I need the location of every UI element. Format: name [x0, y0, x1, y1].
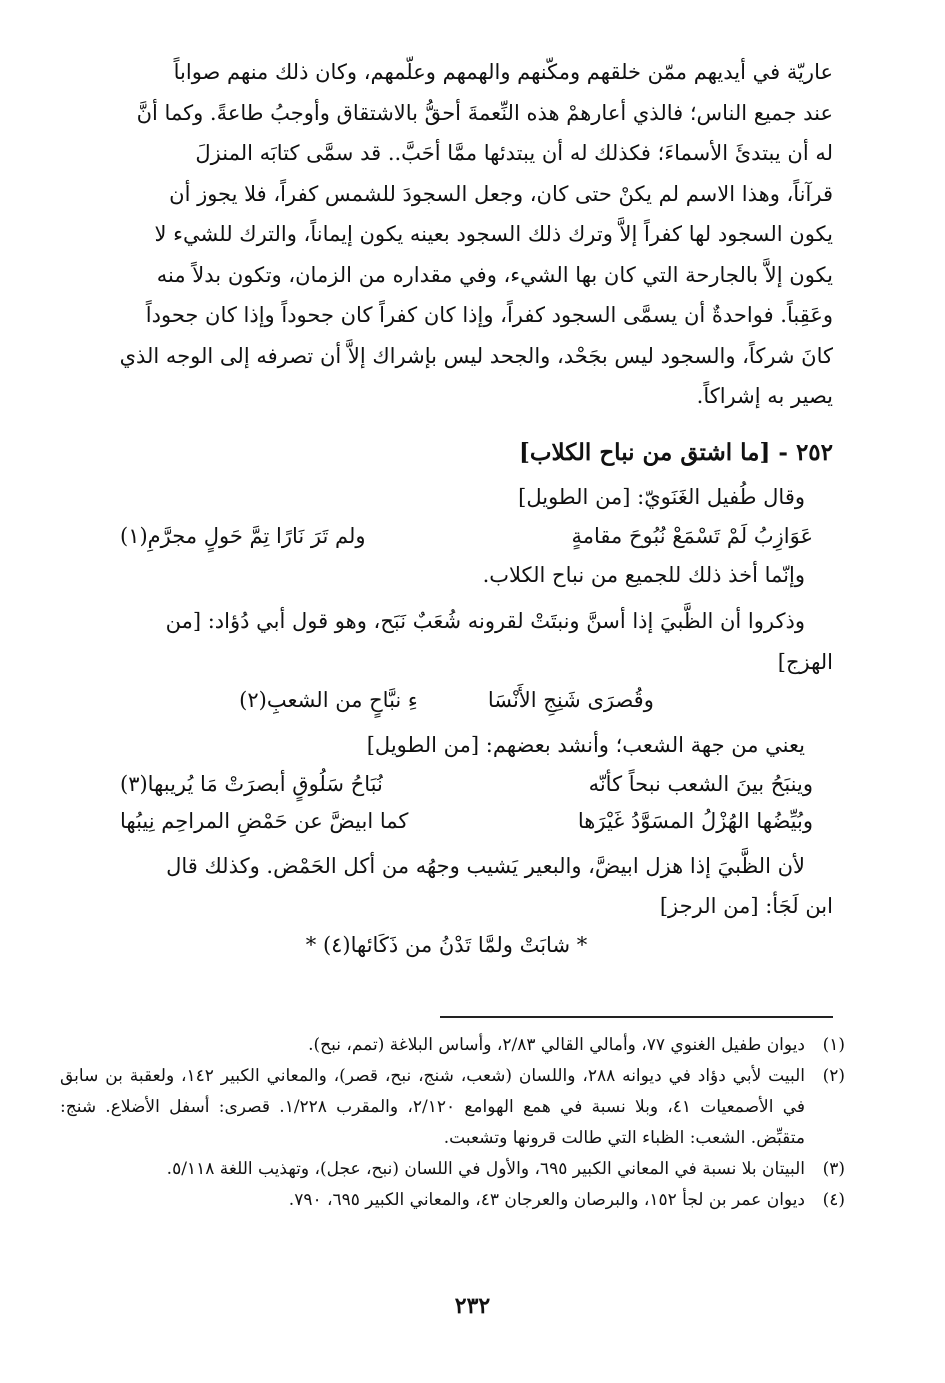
text-line: يصير به إشراكاً.: [696, 384, 833, 408]
hemistich: وقُصرَى شَنِجِ الأَنْسَا: [487, 688, 654, 712]
hemistich: وبُيِّضُها الهُزْلُ المسَوَّدُ غَيْرَها: [577, 808, 813, 833]
text-line: الهزج]: [777, 649, 833, 674]
verse-line: [60, 766, 833, 803]
footnote: [60, 1154, 845, 1185]
footnotes: [60, 1030, 845, 1216]
text-line: يكون إلاَّ بالجارحة التي كان بها الشيء، وفي مقداره من الزمان، وتكون بدلاً منه: [156, 262, 833, 287]
text-line: عاريّة في أيديهم ممّن خلقهم ومكّنهم والهمهم وعلّمهم، وكان ذلك منهم صواباً: [173, 60, 833, 84]
text-line: لأن الظَّبيَ إذا هزل ابيضَّ، والبعير يَشيب وجهُه من أكل الحَمْض. وكذلك قال: [166, 853, 805, 878]
hemistich: كما ابيضَّ عن حَمْضِ المراحِم نِيبُها: [120, 808, 409, 833]
text-line: وعَقِباً. فواحدةٌ أن يسمَّى السجود كفراً، وإذا كان كفراً كان جحوداً وإذا كان جحوداً: [145, 303, 833, 327]
hemistich: نُبَاحُ سَلُوقٍ أبصرَتْ مَا يُريبها(٣): [120, 771, 383, 796]
text-line: كانَ شركاً، والسجود ليس بجَحْد، والجحد ليس بإشراك إلاَّ أن تصرفه إلى الوجه الذي: [119, 343, 833, 368]
verse-line: [60, 803, 833, 840]
footnote: [60, 1185, 845, 1216]
text-line: وقال طُفيل الغَنَويّ: [من الطويل]: [518, 485, 805, 509]
page-number: ٢٣٢: [454, 1293, 491, 1319]
verse-line: [60, 682, 833, 719]
footnote-text: البيت لأبي دؤاد في ديوانه ٢٨٨، واللسان (شعب، شنج، نبح، قصر)، والمعاني الكبير ١٤٢، ولعقبة بن سابق في الأصمعيات ٤١، وبلا نسبة في همع الهوامع ٢/١٢٠، والمقرب ١/٢٢٨. قصرى: أسفل الأضلاع. شنج: متقبِّض. الشعب: الظباء التي طالت قرونها وتشعبت.: [60, 1066, 805, 1148]
hemistich: ولم تَرَ نَارًا تِمَّ حَولٍ مجرَّمِ(١): [120, 523, 366, 548]
hemistich: ءِ نبَّاحٍ من الشعبِ(٢): [239, 688, 418, 712]
footnote-number: (٣): [822, 1159, 845, 1179]
intro-paragraph: [60, 52, 833, 417]
text-line: يكون السجود لها كفراً إلاَّ وترك ذلك السجود بعينه يكون إيماناً، والترك للشيء لا: [154, 222, 833, 246]
footnote-number: (٤): [822, 1190, 845, 1210]
footnote-text: البيتان بلا نسبة في المعاني الكبير ٦٩٥، والأول في اللسان (نبح، عجل)، وتهذيب اللغة ٥/١١٨.: [166, 1159, 805, 1179]
footnote-number: (٢): [822, 1066, 845, 1086]
text-line: يعني من جهة الشعب؛ وأنشد بعضهم: [من الطويل]: [366, 733, 805, 757]
section-heading: ٢٥٢ - [ما اشتق من نباح الكلاب]: [518, 438, 833, 466]
main-text: [60, 52, 833, 964]
text-line: ابن لَجَأ: [من الرجز]: [659, 894, 833, 918]
text-line: له أن يبتدئَ الأسماءَ؛ فكذلك له أن يبتدئها ممَّا أحَبَّ.. قد سمَّى كتابَه المنزلَ: [195, 141, 833, 165]
footnote: [60, 1030, 845, 1061]
footnote-text: ديوان عمر بن لجأ ١٥٢، والبرصان والعرجان ٤٣، والمعاني الكبير ٦٩٥، ٧٩٠.: [288, 1190, 805, 1210]
text-line: وإنّما أخذ ذلك للجميع من نباح الكلاب.: [482, 562, 805, 587]
footnote: [60, 1061, 845, 1154]
text-line: وذكروا أن الظَّبيَ إذا أسنَّ ونبتَتْ لقرونه شُعَبٌ نَبَح، وهو قول أبي دُؤاد: [من: [165, 609, 805, 633]
verse-line: [60, 927, 833, 964]
hemistich: * شابَتْ ولمَّا تَدْنُ من ذَكَائها(٤) *: [305, 932, 588, 957]
footnote-number: (١): [822, 1035, 845, 1055]
text-line: عند جميع الناس؛ فالذي أعارهمْ هذه النِّعمةَ أحقُّ بالاشتقاق وأوجبُ طاعةً. وكما أنَّ: [136, 100, 833, 125]
text-line: قرآناً، وهذا الاسم لم يكنْ حتى كان، وجعل السجودَ للشمس كفراً، فلا يجوز أن: [169, 181, 833, 206]
verse-line: [60, 518, 833, 555]
footnote-text: ديوان طفيل الغنوي ٧٧، وأمالي القالي ٢/٨٣، وأساس البلاغة (تمم، نبح).: [308, 1035, 805, 1055]
hemistich: وينبَحُ بينَ الشعب نبحاً كأنّه: [588, 771, 813, 796]
hemistich: عَوَازِبُ لَمْ تَسْمَعْ نُبُوحَ مقامةٍ: [571, 523, 813, 548]
footnote-divider: [440, 1016, 833, 1018]
